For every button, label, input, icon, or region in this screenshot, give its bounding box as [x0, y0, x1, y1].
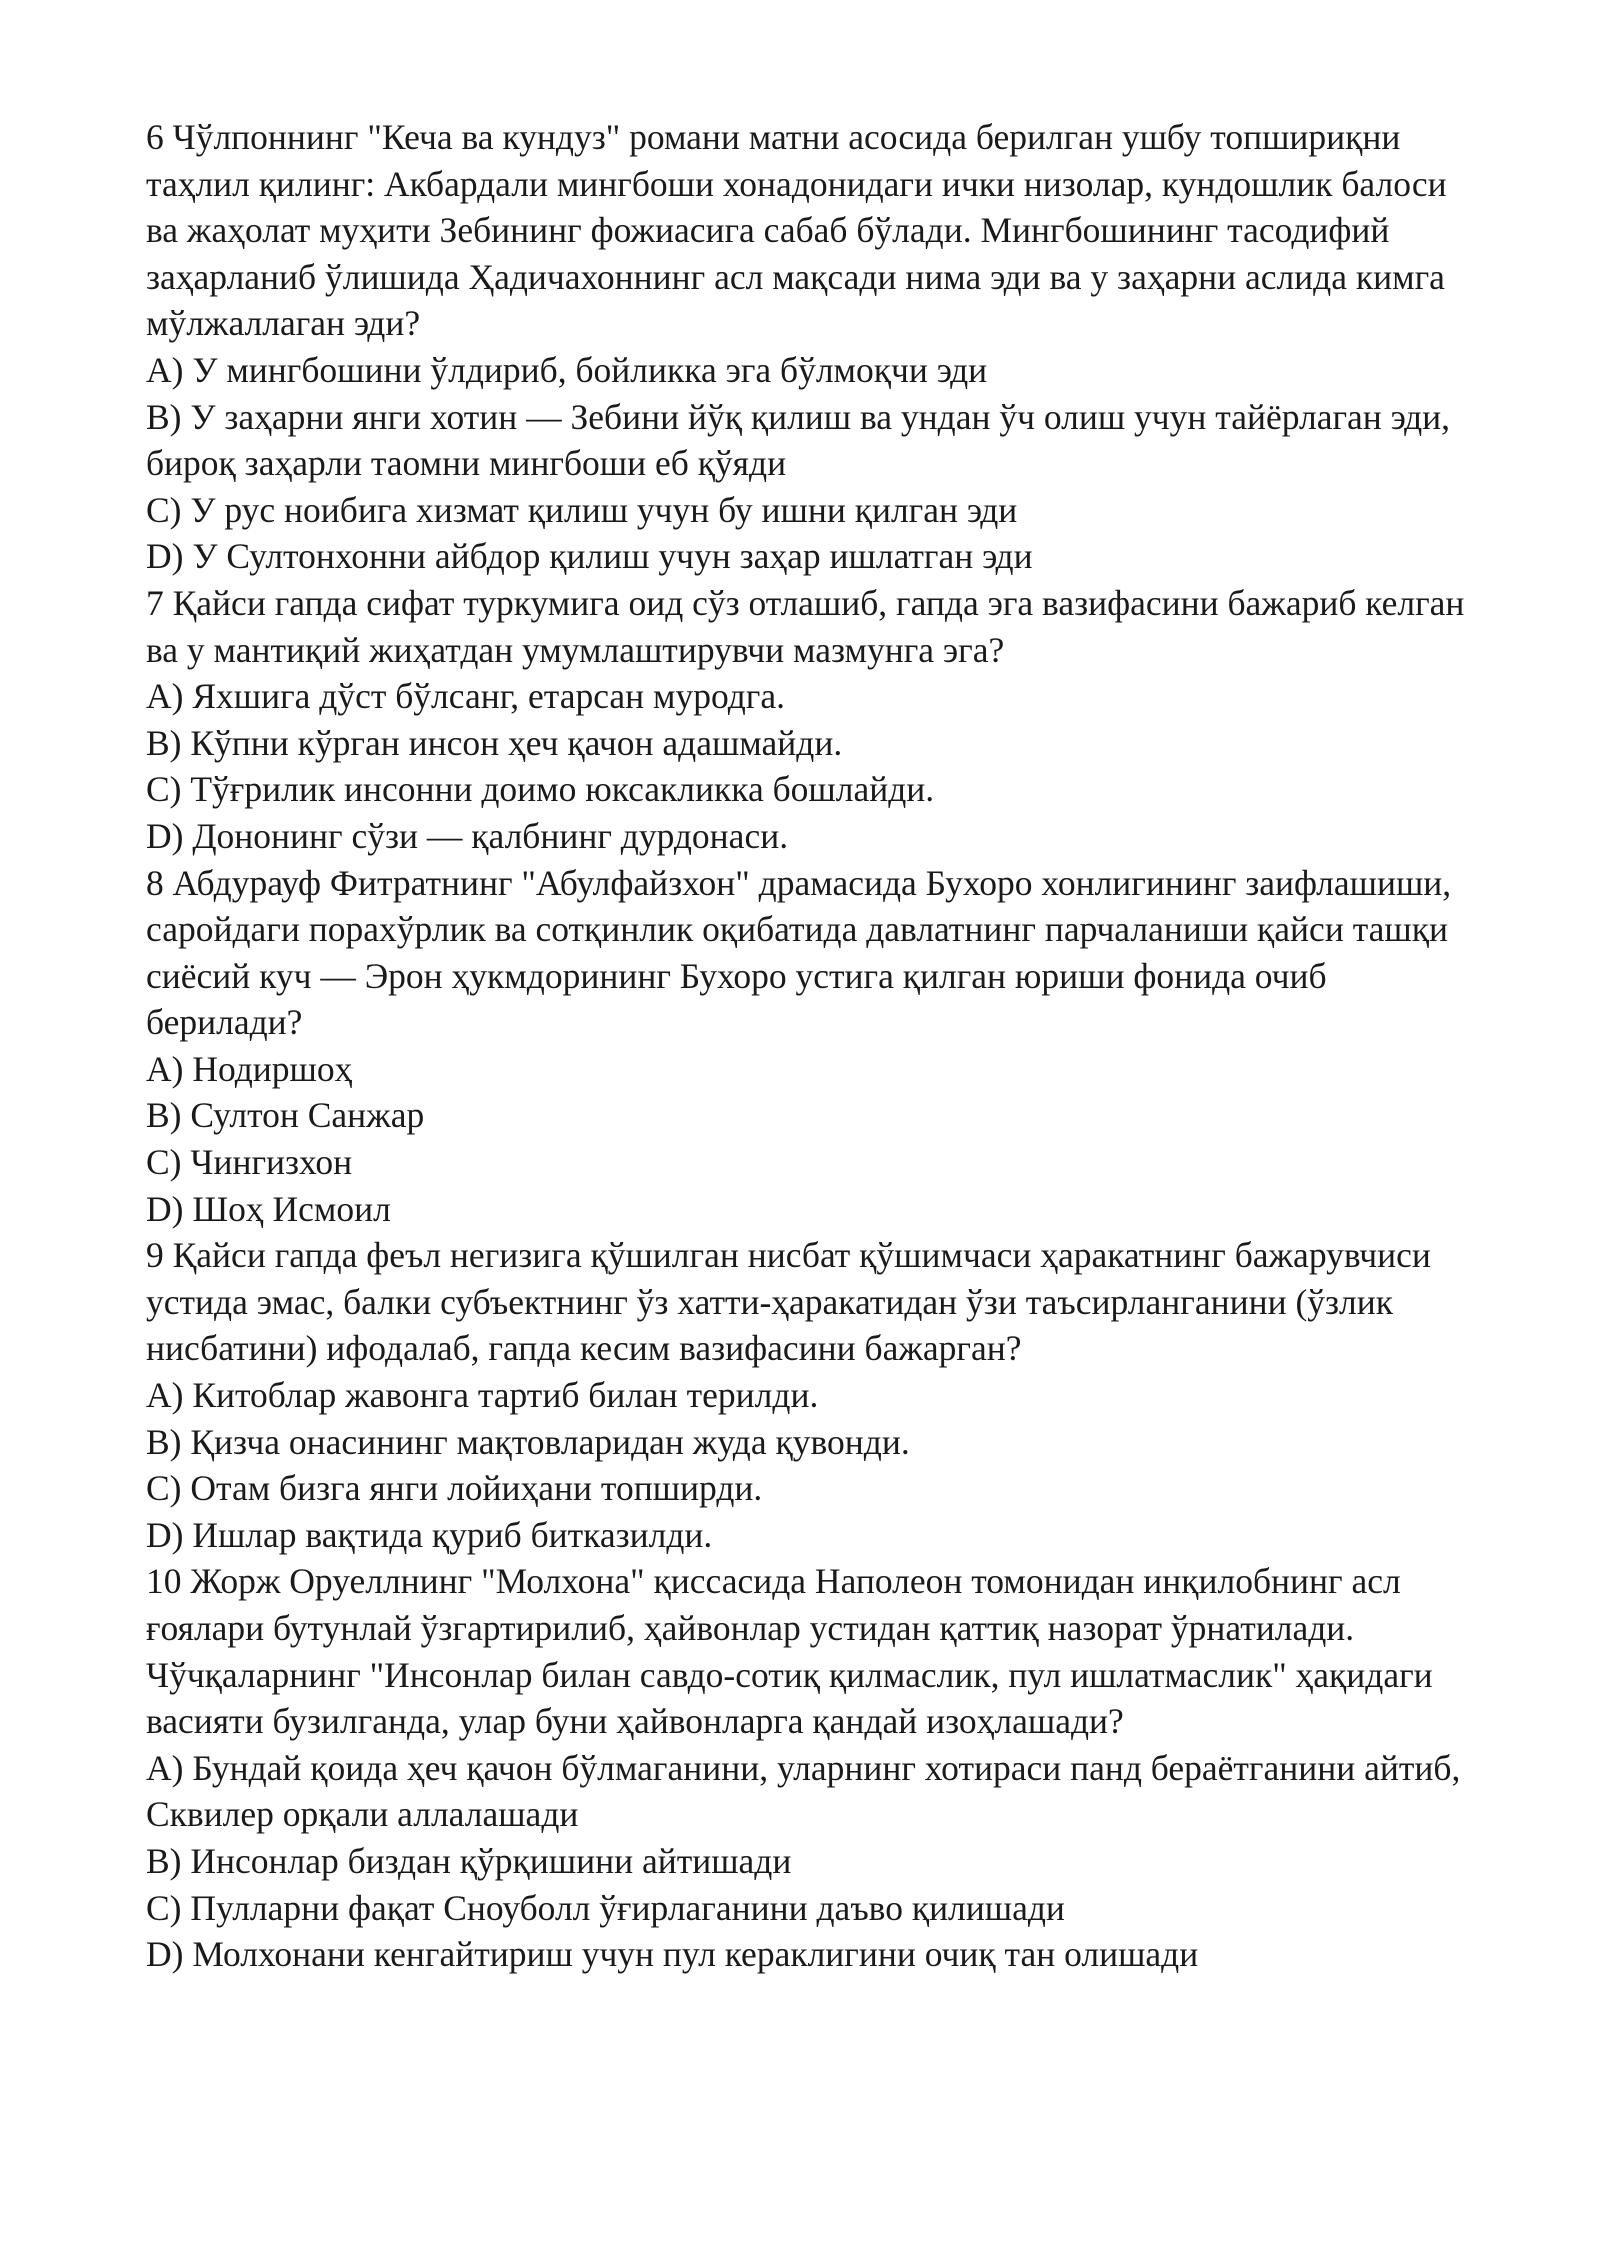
- question-10-option-b: B) Инсонлар биздан қўрқишини айтишади: [146, 1840, 792, 1881]
- question-6-option-a: A) У мингбошини ўлдириб, бойликка эга бўлмоқчи эди: [146, 349, 988, 390]
- question-8-option-a: A) Нодиршоҳ: [146, 1048, 353, 1089]
- question-7-text: 7 Қайси гапда сифат туркумига оид сўз отлашиб, гапда эга вазифасини бажариб келган ва у мантиқий жиҳатдан умумлаштирувчи мазмунга эга?: [146, 582, 1465, 670]
- question-8-option-d: D) Шоҳ Исмоил: [146, 1188, 391, 1229]
- question-7-option-d: D) Донoнинг сўзи — қалбнинг дурдонаси.: [146, 815, 789, 856]
- question-9-text: 9 Қайси гапда феъл негизига қўшилган нисбат қўшимчаси ҳаракатнинг бажарувчиси устида эмас, балки субъектнинг ўз хатти-ҳаракатидан ўзи таъсирланганини (ўзлик нисбатини) ифодалаб, гапда кесим вазифасини бажарган?: [146, 1235, 1431, 1369]
- question-7-option-c: C) Тўғрилик инсонни доимо юксакликка бошлайди.: [146, 769, 935, 810]
- question-10-option-a: A) Бундай қоида ҳеч қачон бўлмаганини, уларнинг хотираси панд бераётганини айтиб, Сквилер орқали аллалашади: [146, 1747, 1461, 1835]
- question-6-option-c: C) У рус ноибига хизмат қилиш учун бу ишни қилган эди: [146, 489, 1018, 530]
- question-6-option-b: B) У заҳарни янги хотин — Зебини йўқ қилиш ва ундан ўч олиш учун тайёрлаган эди, бироқ заҳарли таомни мингбоши еб қўяди: [146, 396, 1451, 484]
- question-9-option-d: D) Ишлар вақтида қуриб битказилди.: [146, 1514, 713, 1555]
- question-9-option-b: B) Қизча онасининг мақтовларидан жуда қувонди.: [146, 1421, 910, 1462]
- question-6-option-d: D) У Султонхонни айбдор қилиш учун заҳар ишлатган эди: [146, 536, 1033, 577]
- question-9-option-c: C) Отам бизга янги лойиҳани топширди.: [146, 1468, 763, 1509]
- question-7-option-a: A) Яхшига дўст бўлсанг, етарсан муродга.: [146, 676, 785, 717]
- question-7-option-b: B) Кўпни кўрган инсон ҳеч қачон адашмайди.: [146, 722, 843, 763]
- question-8-text: 8 Абдурауф Фитратнинг "Абулфайзхон" драмасида Бухоро хонлигининг заифлашиши, саройдаги порахўрлик ва сотқинлик оқибатида давлатнинг парчаланиши қайси ташқи сиёсий куч — Эрон ҳукмдорининг Бухоро устига қилган юриши фонида очиб берилади?: [146, 862, 1452, 1043]
- question-10-text: 10 Жорж Оруеллнинг "Молхона" қиссасида Наполеон томонидан инқилобнинг асл ғоялари бутунлай ўзгартирилиб, ҳайвонлар устидан қаттиқ назорат ўрнатилади. Чўчқаларнинг "Инсонлар билан савдо-сотиқ қилмаслик, пул ишлатмаслик" ҳақидаги васияти бузилганда, улар буни ҳайвонларга қандай изоҳлашади?: [146, 1561, 1433, 1742]
- question-8-option-b: B) Султон Санжар: [146, 1095, 425, 1136]
- question-6-text: 6 Чўлпоннинг "Кеча ва кундуз" романи матни асосида берилган ушбу топшириқни таҳлил қилинг: Акбардали мингбоши хонадонидаги ички низолар, кундошлик балоси ва жаҳолат муҳити Зебининг фожиасига сабаб бўлади. Мингбошининг тасодифий заҳарланиб ўлишида Ҳадичахоннинг асл мақсади нима эди ва у заҳарни аслида кимга мўлжаллаган эди?: [146, 117, 1447, 344]
- question-10-option-c: C) Пулларни фақат Сноуболл ўғирлаганини даъво қилишади: [146, 1887, 1065, 1928]
- question-9-option-a: A) Китоблар жавонга тартиб билан терилди.: [146, 1375, 819, 1416]
- question-10-option-d: D) Молхонани кенгайтириш учун пул кераклигини очиқ тан олишади: [146, 1934, 1199, 1975]
- questions-list: [146, 114, 1486, 1978]
- question-8-option-c: C) Чингизхон: [146, 1142, 353, 1183]
